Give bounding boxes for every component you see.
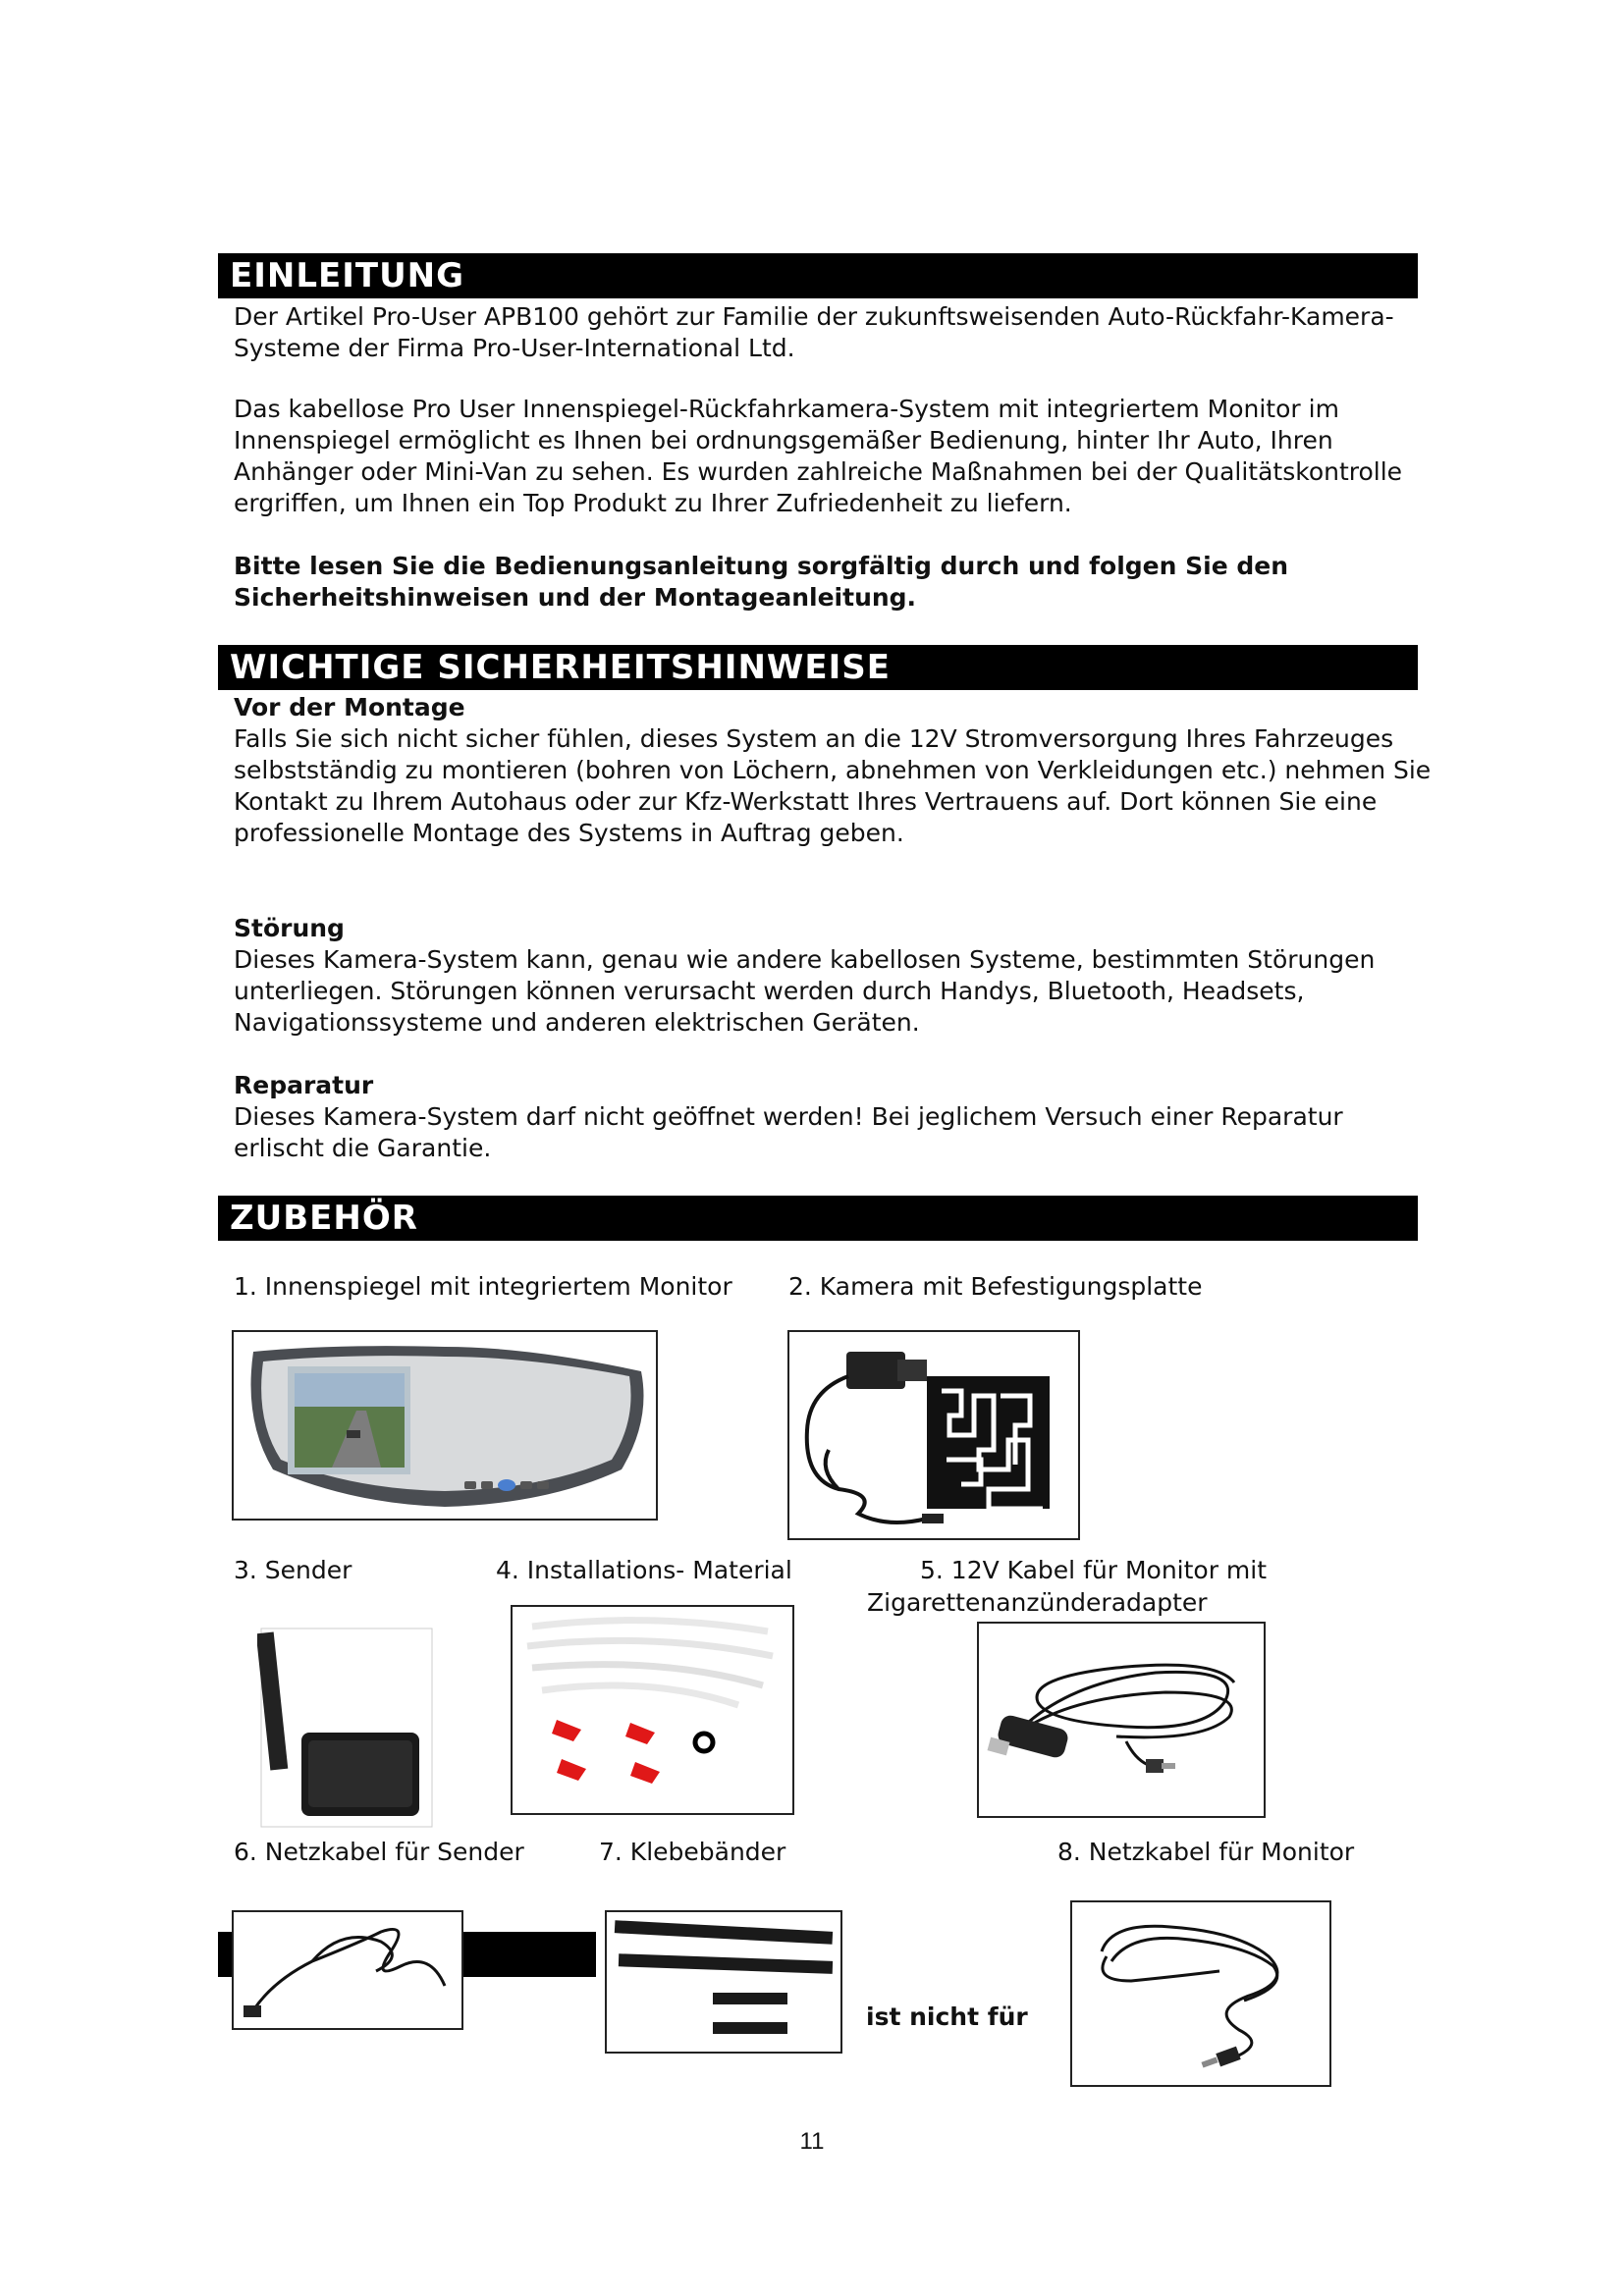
item-label-3: 3. Sender: [234, 1556, 352, 1584]
montage-heading: Vor der Montage: [234, 693, 465, 721]
item-label-7: 7. Klebebänder: [599, 1838, 786, 1866]
sender-power-cable-image: [232, 1910, 463, 2030]
section-title: WICHTIGE SICHERHEITSHINWEISE: [230, 648, 891, 687]
montage-block: [234, 692, 1432, 849]
item-label-4: 4. Installations- Material: [496, 1556, 792, 1584]
page-number: 11: [799, 2128, 825, 2155]
intro-paragraph-3: [234, 551, 1432, 614]
section-title: EINLEITUNG: [230, 256, 465, 295]
item-label-1: 1. Innenspiegel mit integriertem Monitor: [234, 1272, 732, 1301]
camera-plate-image: [787, 1330, 1080, 1540]
item-label-6: 6. Netzkabel für Sender: [234, 1838, 524, 1866]
item-label-8: 8. Netzkabel für Monitor: [1057, 1838, 1355, 1866]
section-title: ZUBEHÖR: [230, 1199, 418, 1238]
reparatur-text: Dieses Kamera-System darf nicht geöffnet werden! Bei jeglichem Versuch einer Reparatur erlischt die Garantie.: [234, 1102, 1343, 1162]
section-header-einleitung: [218, 253, 1418, 298]
adhesive-strips-image: [605, 1910, 842, 2054]
monitor-power-cable-image: [1070, 1900, 1331, 2087]
stoerung-block: [234, 913, 1432, 1039]
section-header-zubehoer: [218, 1196, 1418, 1241]
intro-text-2: Das kabellose Pro User Innenspiegel-Rückfahrkamera-System mit integriertem Monitor im Innenspiegel ermöglicht es Ihnen bei ordnungsgemäßer Bedienung, hinter Ihr Auto, Ihren Anhänger oder Mini-Van zu sehen. Es wurden zahlreiche Maßnahmen bei der Qualitätskontrolle ergriffen, um Ihnen ein Top Produkt zu Ihrer Zufriedenheit zu liefern.: [234, 395, 1403, 517]
intro-text-3: Bitte lesen Sie die Bedienungsanleitung sorgfältig durch und folgen Sie den Sicherheitshinweisen und der Montageanleitung.: [234, 552, 1289, 612]
stoerung-heading: Störung: [234, 914, 345, 942]
installation-material-image: [511, 1605, 794, 1815]
cigarette-cable-image: [977, 1622, 1266, 1818]
reparatur-block: [234, 1070, 1432, 1164]
sender-image: [257, 1625, 436, 1831]
item-label-2: 2. Kamera mit Befestigungsplatte: [788, 1272, 1203, 1301]
intro-text-1: Der Artikel Pro-User APB100 gehört zur Familie der zukunftsweisenden Auto-Rückfahr-Kamera-Systeme der Firma Pro-User-International Ltd.: [234, 302, 1394, 362]
covered-text-fragment: ist nicht für: [866, 2002, 1028, 2031]
montage-text: Falls Sie sich nicht sicher fühlen, dieses System an die 12V Stromversorgung Ihres Fahrzeuges selbstständig zu montieren (bohren von Löchern, abnehmen von Verkleidungen etc.) nehmen Sie Kontakt zu Ihrem Autohaus oder zur Kfz-Werkstatt Ihres Vertrauens auf. Dort können Sie eine professionelle Montage des Systems in Auftrag geben.: [234, 724, 1432, 847]
intro-paragraph-2: [234, 394, 1432, 519]
mirror-monitor-image: [232, 1330, 658, 1521]
item-label-5-line-1: 5. 12V Kabel für Monitor mit: [920, 1556, 1268, 1584]
intro-paragraph-1: [234, 301, 1432, 364]
item-label-5-line-2: Zigarettenanzünderadapter: [867, 1588, 1208, 1617]
reparatur-heading: Reparatur: [234, 1071, 374, 1099]
section-header-sicherheit: [218, 645, 1418, 690]
stoerung-text: Dieses Kamera-System kann, genau wie andere kabellosen Systeme, bestimmten Störungen unterliegen. Störungen können verursacht werden durch Handys, Bluetooth, Headsets, Navigationssysteme und anderen elektrischen Geräten.: [234, 945, 1376, 1037]
